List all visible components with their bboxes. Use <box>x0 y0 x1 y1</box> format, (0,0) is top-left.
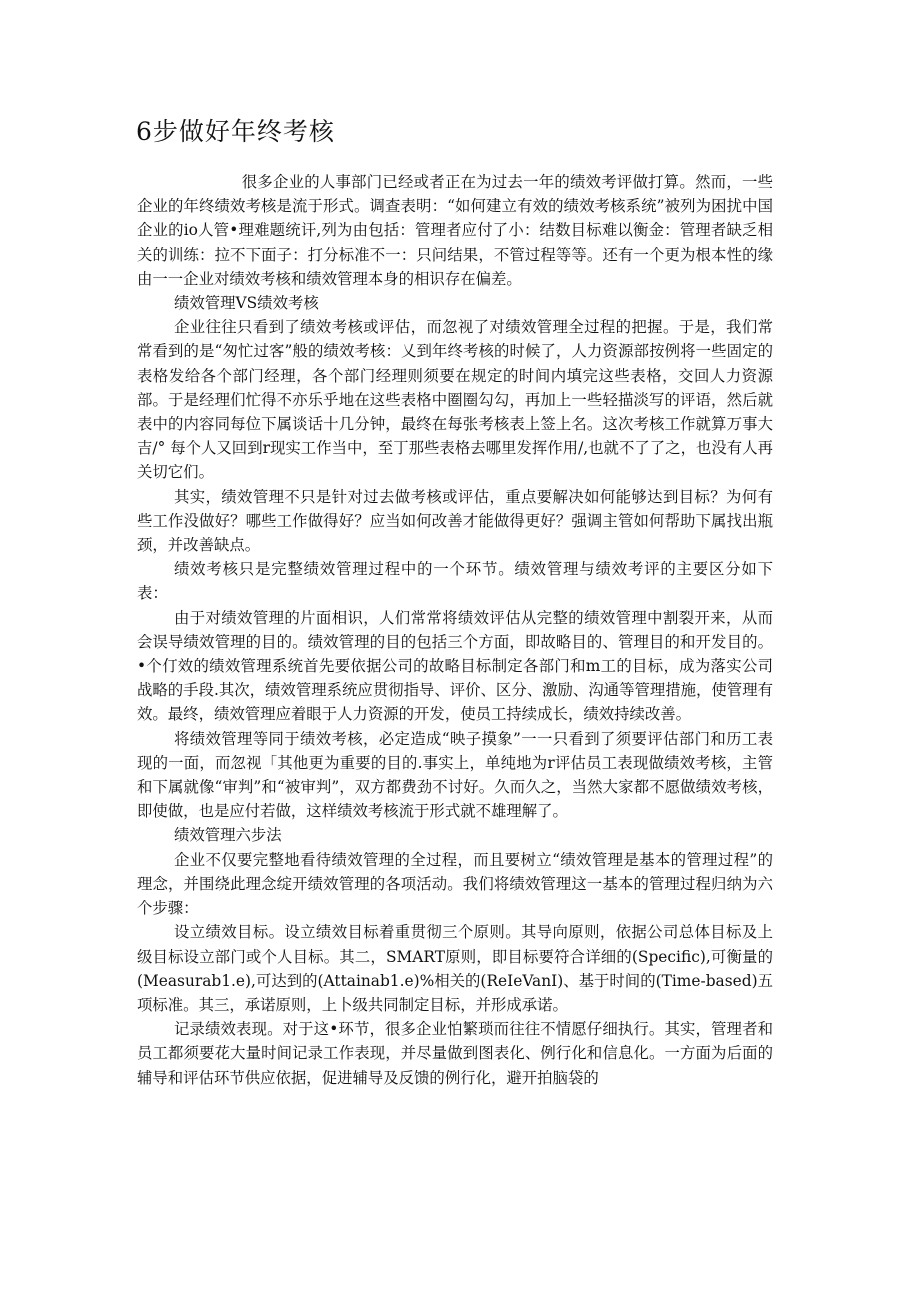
section-heading: 绩效管理VS绩效考核 <box>173 294 319 313</box>
body-paragraph: 将绩效管理等同于绩效考核，必定造成“映子摸象”一一只看到了须要评估部门和历工表现的一面，而忽视「其他更为重要的目的.事实上，单纯地为r评估员工表现做绩效考核，主管和下属就像“审判”和“被审判”，双方都费劲不讨好。久而久之，当然大家都不愿做绩效考核，即使做，也是应付若做，这样绩效考核流于形式就不雄理解了。 <box>137 729 773 821</box>
body-paragraph: 记录绩效表现。对于这•环节，很多企业怕繁琐而往往不情愿仔细执行。其实，管理者和员工都须要花大量时间记录工作表现，并尽量做到图表化、例行化和信息化。一方面为后面的辅导和评估环节供应依据，促进辅导及反馈的例行化，避开拍脑袋的 <box>137 1020 773 1087</box>
body-paragraph: 由于对绩效管理的片面相识，人们常常将绩效评估从完整的绩效管理中割裂开来，从而会误导绩效管理的目的。绩效管理的目的包括三个方面，即故略目的、管理目的和开发目的。•个仃效的绩效管理系统首先要依据公司的故略目标制定各部门和m工的目标，成为落实公司战略的手段.其次，绩效管理系统应贯彻指导、评价、区分、激励、沟通等管理措施，使管理有效。最终，绩效管理应着眼于人力资源的开发，使员工持续成长，绩效持续改善。 <box>137 608 773 724</box>
body-paragraph: 企业不仅要完整地看待绩效管理的全过程，而且要树立“绩效管理是基本的管理过程”的理念，并围绕此理念绽开绩效管理的各项活动。我们将绩效管理这一基本的管理过程归纳为六个步骤： <box>137 850 773 918</box>
document-body <box>137 170 773 1090</box>
document-title: 6步做好年终考核 <box>136 117 335 146</box>
body-paragraph: 绩效考核只是完整绩效管理过程中的一个环节。绩效管理与绩效考评的主要区分如下表： <box>137 560 773 603</box>
body-paragraph: 企业往往只看到了绩效考核或评估，而忽视了对绩效管理全过程的把握。于是，我们常常看到的是“匆忙过客”般的绩效考核：乂到年终考核的时候了，人力资源部按例将一些固定的表格发给各个部门经理，各个部门经理则须要在规定的时间内填完这些表格，交回人力资源部。于是经理们忙得不亦乐乎地在这些表格中圈圈勾勾，再加上一些轻描淡写的评语，然后就表中的内容同每位下属谈话十几分钟，最终在每张考核表上签上名。这次考核工作就算万事大吉/° 每个人又回到r现实工作当中，至丁那些表格去哪里发挥作用/,也就不了了之，也没有人再关切它们。 <box>137 318 773 482</box>
body-paragraph: 设立绩效目标。设立绩效目标着重贯彻三个原则。其导向原则，依据公司总体目标及上级目标设立部门或个人目标。其二，SMART原则，即目标要符合详细的(Specific),可衡量的(Measurab1.e),可达到的(Attainab1.e)%相关的(ReIeVanI)、基于时间的(Time-based)五项标准。其三，承诺原则，上卜级共同制定目标，并形成承诺。 <box>137 923 773 1014</box>
section-heading: 绩效管理六步法 <box>173 826 282 845</box>
body-paragraph: 其实，绩效管理不只是针对过去做考核或评估，重点要解决如何能够达到目标？为何有些工作没做好？哪些工作做得好？应当如何改善才能做得更好？强调主管如何帮助下属找出瓶颈，并改善缺点。 <box>137 487 773 555</box>
intro-paragraph: 很多企业的人事部门已经或者正在为过去一年的绩效考评做打算。然而，一些企业的年终绩效考核是流于形式。调查表明：“如何建立有效的绩效考核系统”被列为困扰中国企业的io人管•理难题统讦,列为由包括：管理者应付了小：结数目标难以衡金：管理者缺乏相关的训练：拉不下面子：打分标准不一：只问结果，不管过程等等。还有一个更为根本性的缘由一一企业对绩效考核和绩效管理本身的相识存在偏差。 <box>137 173 773 288</box>
